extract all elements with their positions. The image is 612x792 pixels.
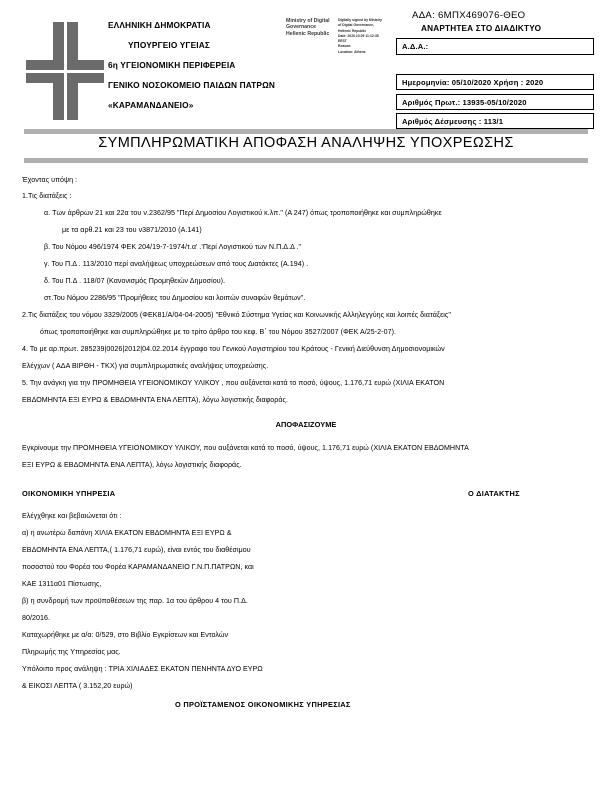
document-header [0,0,612,128]
item1-sub-c: γ. Του Π.Δ . 113/2010 περί αναλήψεως υποχρεώσεων από τους Διατάκτες (Α.194) . [44,260,309,268]
signature-authority-line-3: Hellenic Republic [286,30,330,37]
item5-line-1: 5. Την ανάγκη για την ΠΡΟΜΗΘΕΙΑ ΥΓΕΙΟΝΟΜΙΚΟΥ ΥΛΙΚΟΥ , που αυξάνεται κατά το ποσό, ύψους, 1.176,71 ευρώ (ΧΙΛΙΑ ΕΚΑΤΟΝ [22,379,445,387]
org-line-hospital-name: «ΚΑΡΑΜΑΝΔΑΝΕΙΟ» [108,100,194,110]
digital-signature-stamp [286,18,398,55]
verification-line-11: & ΕΙΚΟΣΙ ΛΕΠΤΑ ( 3.152,20 ευρώ) [22,682,133,690]
approval-line-1: Εγκρίνουμε την ΠΡΟΜΗΘΕΙΑ ΥΓΕΙΟΝΟΜΙΚΟΥ ΥΛΙΚΟΥ, που αυξάνεται κατά το ποσό, ύψους, 1.176,71 ευρώ (ΧΙΛΙΑ ΕΚΑΤΟΝ ΕΒΔΟΜΗΝΤΑ [22,444,469,452]
commitment-box: Αριθμός Δέσμευσης : 113/1 [396,113,594,129]
item1-sub-st: στ.Του Νόμου 2286/95 "Προμήθειες του Δημοσίου και λοιπών συναφών θεμάτων". [44,294,306,302]
verification-line-6: β) η συνδρομή των προϋποθέσεων της παρ. 1α του άρθρου 4 του Π.Δ. [22,597,248,605]
signature-authority [286,18,334,55]
ada-code: ΑΔΑ: 6ΜΠΧ469076-ΘΕΟ [412,10,526,21]
signature-detail-line-5: EEST [338,39,347,44]
verification-line-3: ΕΒΔΟΜΗΝΤΑ ΕΝΑ ΛΕΠΤΑ,( 1.176,71 ευρώ), είναι εντός του διαθέσιμου [22,546,251,554]
signature-authority-line-2: Governance [286,24,316,31]
signature-detail-line-1: Digitally signed by Ministry [338,18,382,22]
item4-line-1: 4. Το με αρ.πρωτ. 285239|0026|2012|04.02.2014 έγγραφο του Γενικού Λογιστηρίου του Κράτους - Γενική Διεύθυνση Δημοσιονομικών [22,345,445,353]
signature-detail-line-3: Hellenic Republic [338,28,367,33]
decide-heading: ΑΠΟΦΑΣΙΖΟΥΜΕ [275,420,337,429]
item1-sub-b: β. Του Νόμου 496/1974 ΦΕΚ 204/19-7-1974/τ.α' .'Περί Λογιστικού των Ν.Π.Δ.Δ ." [44,243,302,251]
item1-sub-d: δ. Του Π.Δ . 118/07 (Κανονισμός Προμηθειών Δημοσίου). [44,277,226,285]
verification-line-1: Ελέγχθηκε και βεβαιώνεται ότι : [22,512,122,520]
item1-sub-a-cont: με τα αρθ.21 και 23 του ν3871/2010 (Α.141) [62,226,202,234]
approval-line-2: ΕΞΙ ΕΥΡΩ & ΕΒΔΟΜΗΝΤΑ ΕΝΑ ΛΕΠΤΑ), λόγω λογιστικής διαφοράς. [22,461,242,469]
publication-notice: ΑΝΑΡΤΗΤΕΑ ΣΤΟ ΔΙΑΔΙΚΤΥΟ [421,24,542,33]
page-title: ΣΥΜΠΛΗΡΩΜΑΤΙΚΗ ΑΠΟΦΑΣΗ ΑΝΑΛΗΨΗΣ ΥΠΟΧΡΕΩΣΗΣ [98,135,514,151]
title-rule-top [24,129,588,134]
item1-sub-a: α. Των άρθρων 21 και 22α του ν.2362/95 "Περί Δημοσίου Λογιστικού κ.λπ." (Α 247) όπως τροποποιήθηκε και συμπληρώθηκε [44,209,442,217]
verification-line-2: α) η ανωτέρω δαπάνη ΧΙΛΙΑ ΕΚΑΤΟΝ ΕΒΔΟΜΗΝΤΑ ΕΞΙ ΕΥΡΩ & [22,529,232,537]
intro-line: Έχοντας υπόψη : [22,176,78,184]
financial-service-heading: ΟΙΚΟΝΟΜΙΚΗ ΥΠΗΡΕΣΙΑ [22,489,116,498]
item2-line-2: όπως τροποποιήθηκε και συμπληρώθηκε με το τρίτο άρθρο του κεφ. Β΄ του Νόμου 3527/2007 (ΦΕΚ Α/25-2-07). [40,328,397,336]
item4-line-2: Ελέγχων ( ΑΔΑ ΒΙΡΘΗ - ΤΚΧ) για συμπληρωματικές αναλήψεις υποχρεώσης. [22,362,269,370]
organization-block [108,20,298,120]
signature-detail-line-2: of Digital Governance, [338,23,374,28]
signature-detail-line-6: Reason: [338,44,352,49]
org-line-ministry: ΥΠΟΥΡΓΕΙΟ ΥΓΕΙΑΣ [128,40,210,50]
org-line-hospital: ΓΕΝΙΚΟ ΝΟΣΟΚΟΜΕΙΟ ΠΑΙΔΩΝ ΠΑΤΡΩΝ [108,80,276,90]
signature-detail-line-7: Location: Athens [338,49,366,54]
signature-detail-line-4: Date: 2020.10.09 11:12:35 [338,33,379,38]
item1-heading: 1.Τις διατάξεις : [22,192,72,200]
signature-details [338,18,396,55]
ada-box: Α.Δ.Α.: [396,38,594,55]
protocol-box: Αριθμός Πρωτ.: 13935-05/10/2020 [396,94,594,110]
date-box: Ημερομηνία: 05/10/2020 Χρήση : 2020 [396,74,594,90]
item2-line-1: 2.Τις διατάξεις του νόμου 3329/2005 (ΦΕΚ81/Α/04-04-2005) "Εθνικό Σύστημα Υγείας και Κοινωνικής Αλληλεγγύης και λοιπές διατάξεις" [22,311,451,319]
verification-line-8: Καταχωρήθηκε με α/α: 0/529, στο Βιβλίο Εγκρίσεων και Εντολών [22,631,229,639]
verification-line-4: ποσοστού του Φορέα του Φορέα ΚΑΡΑΜΑΝΔΑΝΕΙΟ Γ.Ν.Π.ΠΑΤΡΩΝ, και [22,563,254,571]
org-line-republic: ΕΛΛΗΝΙΚΗ ΔΗΜΟΚΡΑΤΙΑ [108,20,211,30]
head-of-financial-service-heading: Ο ΠΡΟΪΣΤΑΜΕΝΟΣ ΟΙΚΟΝΟΜΙΚΗΣ ΥΠΗΡΕΣΙΑΣ [175,700,351,709]
org-line-health-region: 6η ΥΓΕΙΟΝΟΜΙΚΗ ΠΕΡΙΦΕΡΕΙΑ [108,60,236,70]
verification-line-5: ΚΑΕ 1311α01 Πίστωσης, [22,580,102,588]
item5-line-2: ΕΒΔΟΜΗΝΤΑ ΕΞΙ ΕΥΡΩ & ΕΒΔΟΜΗΝΤΑ ΕΝΑ ΛΕΠΤΑ), λόγω λογιστικής διαφοράς. [22,396,289,404]
title-rule-bottom [24,158,588,163]
verification-line-10: Υπόλοιπο προς ανάληψη : ΤΡΙΑ ΧΙΛΙΑΔΕΣ ΕΚΑΤΟΝ ΠΕΝΗΝΤΑ ΔΥΟ ΕΥΡΩ [22,665,263,673]
signature-authority-line-1: Ministry of Digital [286,18,330,24]
authorizing-officer-heading: Ο ΔΙΑΤΑΚΤΗΣ [468,489,520,498]
verification-line-9: Πληρωμής της Υπηρεσίας μας. [22,648,121,656]
greek-cross-emblem [26,22,104,120]
verification-line-7: 80/2016. [22,614,51,622]
